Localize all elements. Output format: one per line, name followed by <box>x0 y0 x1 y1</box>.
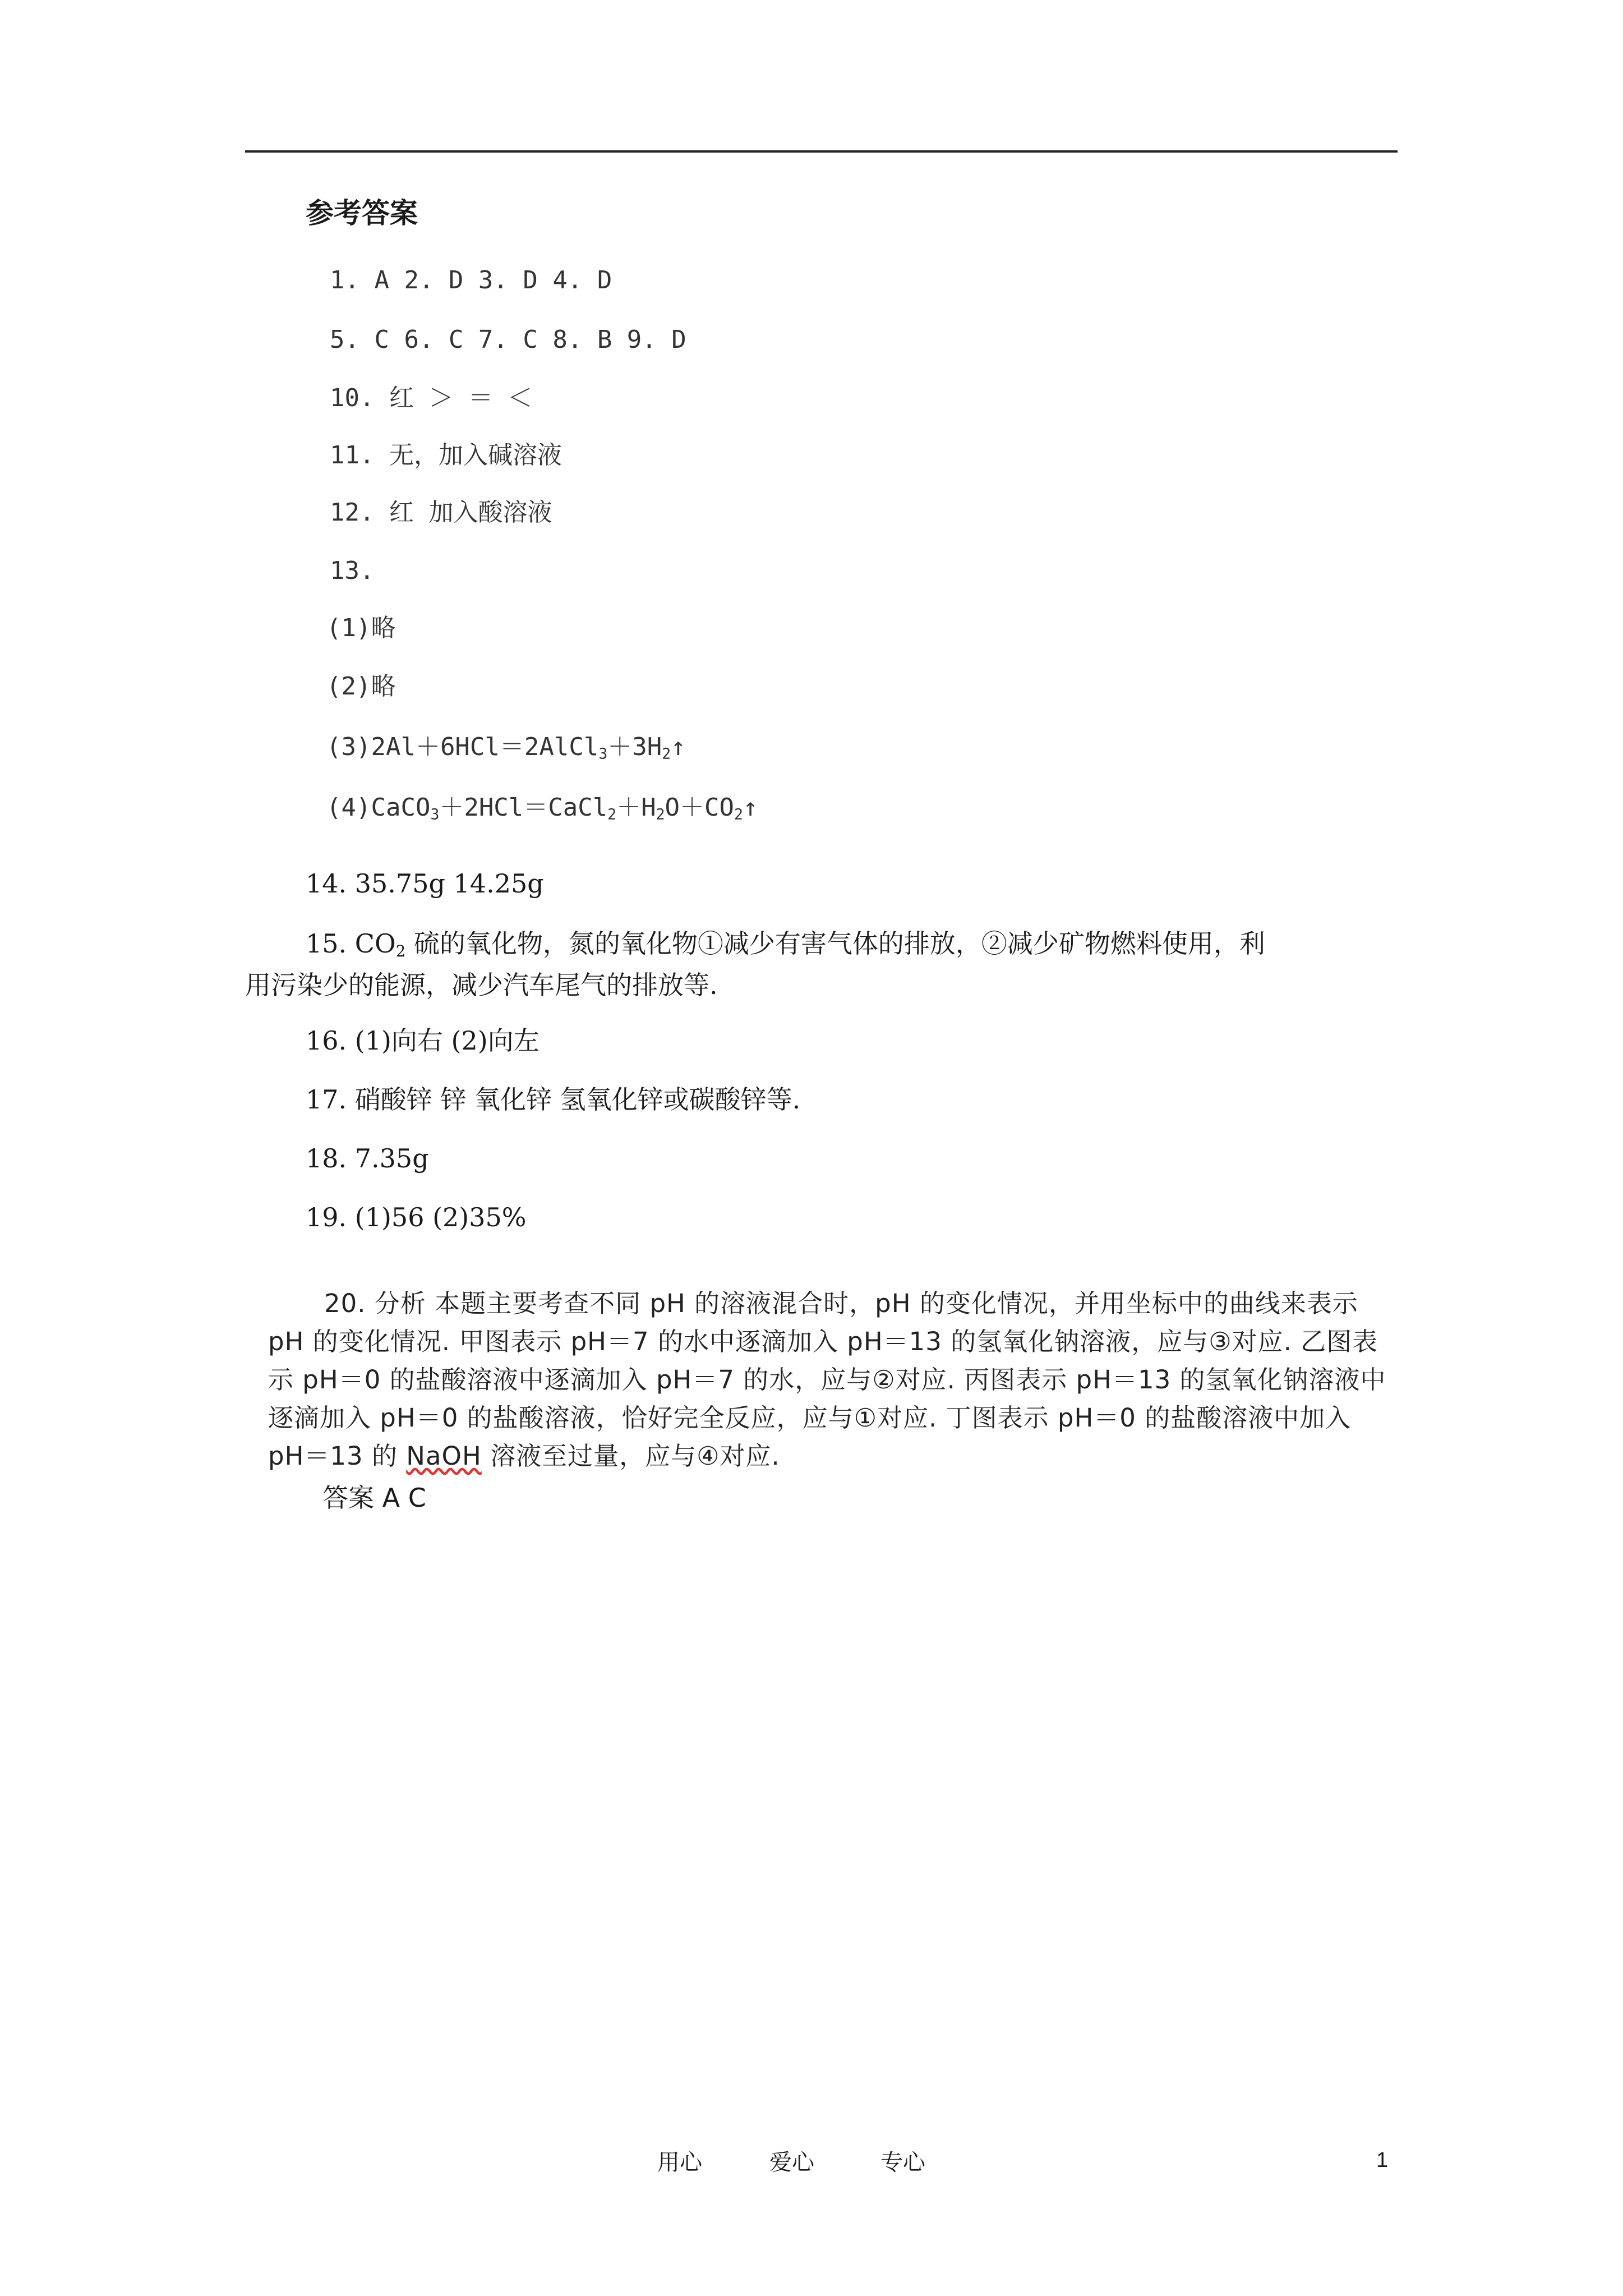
answer-line-13-4: $(4)CaCO_3+2HCl=CaCl_2+H_2O+CO_2↑$ <box>326 793 758 823</box>
answer-line-13-1: (1)略 <box>326 614 396 642</box>
answer-line-18: 18. 7.35g <box>306 1143 429 1174</box>
header-rule <box>245 150 1398 153</box>
answer-line-11: 11. 无，加入碱溶液 <box>330 441 562 470</box>
answer-line-17: 17. 硝酸锌 锌 氧化锌 氢氧化锌或碳酸锌等. <box>306 1084 801 1115</box>
answer-line-19: 19. (1)56 (2)35% <box>306 1202 527 1232</box>
answer-line-13-2: (2)略 <box>326 672 396 701</box>
answer-line-14: 14. 35.75g 14.25g <box>306 868 544 899</box>
answer-line-13: 13. <box>330 556 375 585</box>
answer-line-15: 15. $CO_2$ 硫的氧化物，氮的氧化物①减少有害气体的排放，②减少矿物燃料使用，利 <box>306 928 1265 960</box>
naoh-spellcheck-mark: NaOH <box>406 1441 482 1471</box>
section-title: 参考答案 <box>306 196 418 229</box>
footer-slogan-1: 用心 <box>657 2150 702 2175</box>
footer-slogan-2: 爱心 <box>769 2150 814 2175</box>
answer-line-20-answer: 答案 A C <box>322 1483 426 1513</box>
answer-line-5: 5. C 6. C 7. C 8. B 9. D <box>330 325 686 354</box>
answer-paragraph-20 <box>268 1285 1390 1475</box>
answer-line-12: 12. 红 加入酸溶液 <box>330 498 552 527</box>
answer-line-10: 10. 红 ＞ ＝ ＜ <box>330 384 533 412</box>
paragraph-20-text: 20. 分析 本题主要考查不同 pH 的溶液混合时，pH 的变化情况，并用坐标中的曲线来表示 pH 的变化情况. 甲图表示 pH＝7 的水中逐滴加入 pH＝13 的氢氧化钠溶液，应与③对应. 乙图表示 pH＝0 的盐酸溶液中逐滴加入 pH＝7 的水，应与②对应. 丙图表示 pH＝13 的氢氧化钠溶液中逐滴加入 pH＝0 的盐酸溶液，恰好完全反应，应与①对应. 丁图表示 pH＝0 的盐酸溶液中加入 pH＝13 的 NaOH 溶液至过量，应与④对应. <box>268 1289 1386 1471</box>
answer-line-1: 1. A 2. D 3. D 4. D <box>330 266 612 295</box>
page-number: 1 <box>1376 2148 1389 2172</box>
answer-line-16: 16. (1)向右 (2)向左 <box>306 1025 540 1056</box>
answer-line-15-cont: 用污染少的能源，减少汽车尾气的排放等. <box>245 970 718 1000</box>
answer-line-13-3: $(3)2Al+6HCl=2AlCl_3+3H_2↑$ <box>326 733 686 763</box>
footer-slogan-3: 专心 <box>880 2150 925 2175</box>
